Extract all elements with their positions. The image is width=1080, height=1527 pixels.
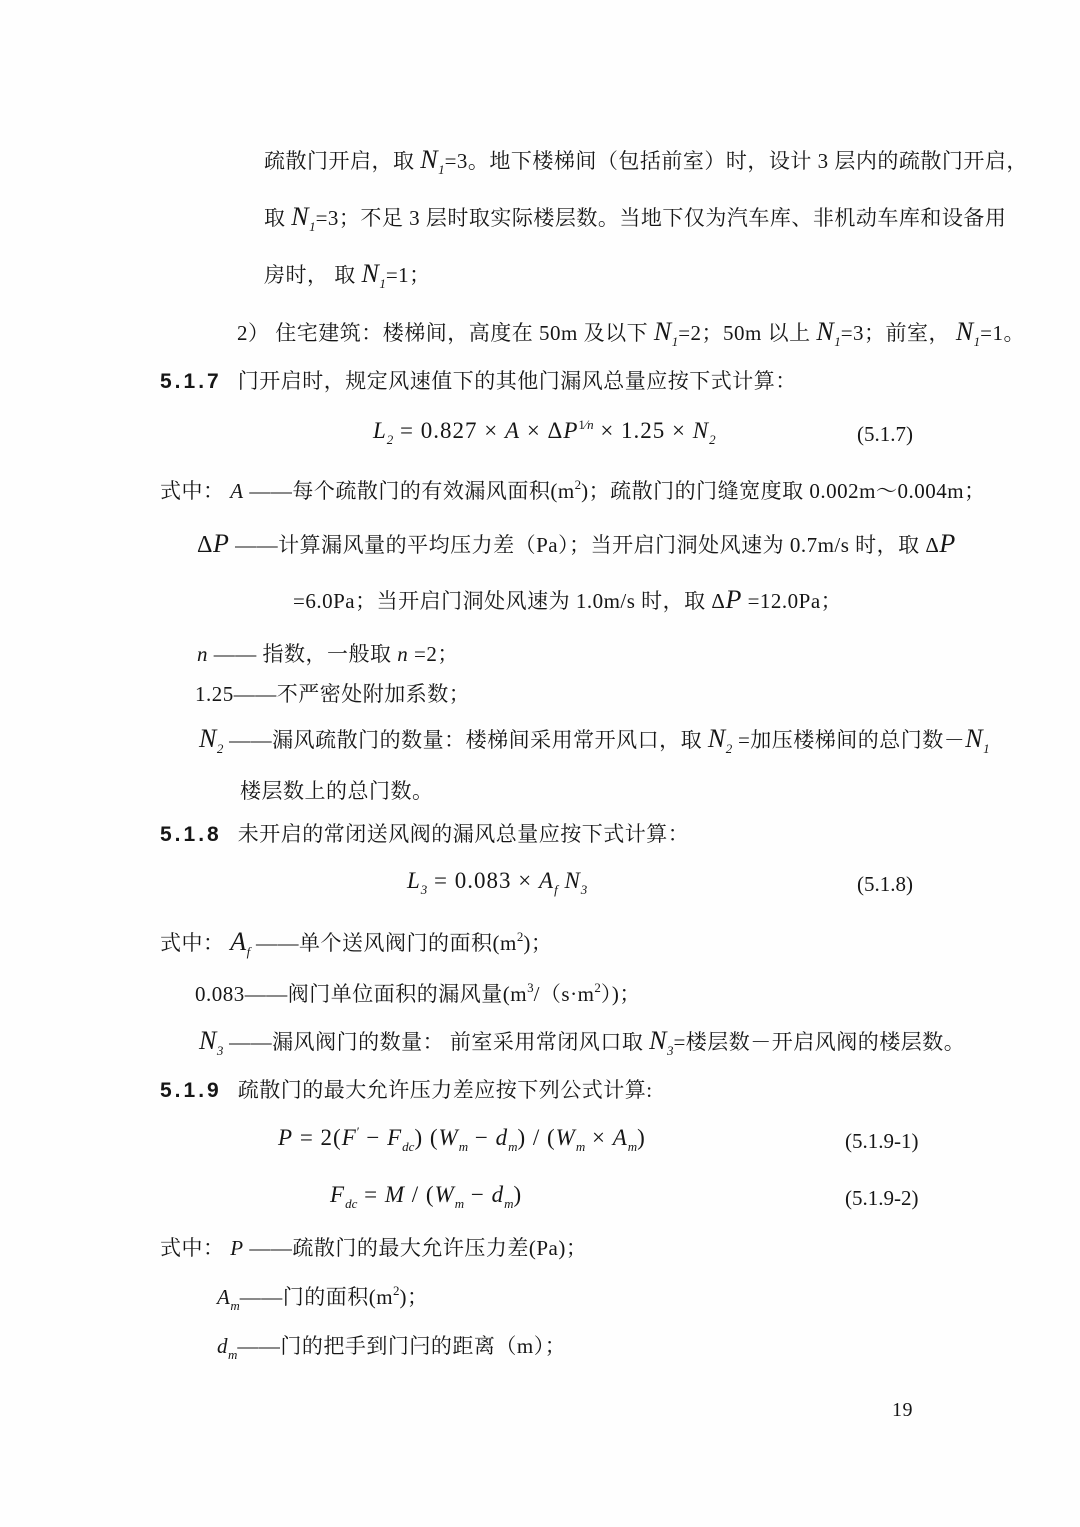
text-segment: =2； — [408, 642, 459, 666]
text-segment: dc — [345, 1196, 358, 1211]
text-segment: 1 — [834, 334, 841, 349]
text-segment: m — [458, 1139, 469, 1154]
text-segment: × 1.25 × — [593, 418, 693, 443]
text-segment: ——每个疏散门的有效漏风面积(m — [243, 479, 575, 503]
formula-5.1.9-2 — [330, 1180, 522, 1213]
text-segment: 1.25——不严密处附加系数； — [195, 682, 471, 706]
text-segment: L — [373, 418, 387, 443]
section-5.1.7-title: 门开启时，规定风速值下的其他门漏风总量应按下式计算： — [237, 369, 797, 393]
text-segment: A — [539, 868, 555, 893]
text-segment: 3 — [580, 882, 588, 897]
section-5.1.8-heading — [160, 821, 689, 848]
text-segment: 疏散门开启，取 — [264, 149, 421, 173]
text-segment: d — [491, 1182, 505, 1207]
text-segment: 0.083——阀门单位面积的漏风量(m — [195, 982, 528, 1006]
text-segment: ′ — [356, 1124, 360, 1139]
section-5.1.7-heading — [160, 368, 797, 395]
definition-N3 — [199, 1024, 965, 1060]
text-segment: =12.0Pa； — [741, 589, 843, 613]
text-segment: × — [585, 1125, 613, 1150]
text-segment: 2 — [393, 1283, 400, 1298]
text-segment: N — [692, 418, 710, 443]
text-segment: 1⁄ — [578, 417, 588, 432]
text-segment: 2 — [725, 741, 733, 756]
text-segment: P — [278, 1125, 294, 1150]
section-5.1.9-number: 5.1.9 — [160, 1079, 222, 1102]
text-segment: = — [357, 1182, 385, 1207]
equation-number-5.1.9-1: (5.1.9-1) — [845, 1129, 919, 1153]
text-segment: 2 — [574, 477, 582, 492]
text-segment: =6.0Pa；当开启门洞处风速为 1.0m/s 时，取 Δ — [293, 589, 726, 613]
text-segment: N — [199, 724, 217, 753]
text-segment: 取 — [264, 206, 292, 230]
text-segment: ——漏风阀门的数量： 前室采用常闭风口取 — [223, 1030, 650, 1054]
text-segment: ——漏风疏散门的数量：楼梯间采用常开风口，取 — [223, 728, 708, 752]
text-segment: N — [649, 1026, 667, 1055]
section-5.1.7-number: 5.1.7 — [160, 370, 222, 393]
text-segment: 2） 住宅建筑：楼梯间，高度在 50m 及以下 — [237, 321, 654, 345]
definition-dm — [217, 1333, 566, 1364]
text-segment: =3；前室， — [840, 321, 956, 345]
text-segment: ) / ( — [517, 1125, 556, 1150]
text-segment: 2 — [594, 980, 601, 995]
formula-5.1.7 — [373, 416, 716, 449]
text-segment: = 0.083 × — [427, 868, 539, 893]
text-segment: ——门的面积(m — [239, 1285, 394, 1309]
para-5.1.6-line3 — [264, 257, 431, 293]
text-segment: m — [508, 1139, 518, 1154]
text-segment: × Δ — [520, 418, 564, 443]
text-segment: d — [495, 1125, 509, 1150]
text-segment: m — [230, 1298, 240, 1313]
text-segment: − — [468, 1125, 496, 1150]
text-segment: P — [230, 1236, 244, 1260]
definition-A — [160, 477, 986, 505]
text-segment: =3；不足 3 层时取实际楼层数。当地下仅为汽车库、非机动车库和设备用 — [315, 206, 1007, 230]
text-segment: W — [434, 1182, 455, 1207]
text-segment: P — [563, 418, 579, 443]
text-segment: =2；50m 以上 — [678, 321, 817, 345]
text-segment: 3 — [216, 1043, 224, 1058]
text-segment: W — [555, 1125, 576, 1150]
page-number: 19 — [892, 1399, 913, 1421]
text-segment: ——单个送风阀门的面积(m — [250, 931, 517, 955]
text-segment: F — [330, 1182, 346, 1207]
text-segment: m — [575, 1139, 586, 1154]
text-segment: n — [587, 417, 594, 432]
text-segment: ——疏散门的最大允许压力差(Pa)； — [243, 1236, 588, 1260]
text-segment: 1 — [973, 334, 981, 349]
text-segment: ——门的把手到门闩的距离（m）； — [237, 1334, 567, 1358]
text-segment: N — [965, 724, 984, 753]
text-segment: 1 — [983, 741, 990, 756]
text-segment: A — [217, 1285, 231, 1309]
text-segment: 式中： — [160, 479, 231, 503]
text-segment: f — [246, 944, 251, 959]
text-segment: m — [228, 1347, 238, 1362]
text-segment: )； — [399, 1285, 429, 1309]
text-segment: dc — [402, 1139, 415, 1154]
text-segment: 楼层数上的总门数。 — [240, 779, 434, 803]
text-segment: =1； — [385, 263, 431, 287]
formula-5.1.8 — [407, 866, 587, 899]
text-segment: = 2( — [293, 1125, 342, 1150]
para-5.1.6-line1 — [264, 143, 1028, 179]
text-segment: A — [612, 1125, 628, 1150]
text-segment: 1 — [309, 219, 316, 234]
text-segment: 3 — [420, 882, 428, 897]
text-segment: N — [420, 145, 439, 174]
text-segment: 2 — [516, 929, 524, 944]
equation-number-5.1.9-2: (5.1.9-2) — [845, 1186, 919, 1210]
text-segment: F — [341, 1125, 357, 1150]
formula-5.1.9-1 — [278, 1123, 646, 1156]
text-segment: 1 — [438, 162, 445, 177]
text-segment: / ( — [405, 1182, 435, 1207]
definition-N2-line2 — [240, 778, 434, 805]
text-segment: m — [504, 1196, 514, 1211]
text-segment: ）)； — [600, 982, 641, 1006]
text-segment: A — [230, 479, 244, 503]
text-segment: n — [197, 642, 208, 666]
text-segment: =1。 — [980, 321, 1025, 345]
text-segment: N — [955, 317, 974, 346]
equation-number-5.1.7: (5.1.7) — [857, 422, 913, 446]
text-segment: =加压楼梯间的总门数－ — [732, 728, 966, 752]
text-segment: n — [397, 642, 409, 666]
text-segment: 1 — [671, 334, 679, 349]
text-segment: 2 — [216, 741, 224, 756]
text-segment: − — [359, 1125, 388, 1150]
definition-Am — [217, 1283, 429, 1315]
text-segment: ) — [513, 1182, 523, 1207]
text-segment: P — [939, 529, 956, 558]
text-segment: m — [627, 1139, 638, 1154]
text-segment: F — [387, 1125, 403, 1150]
equation-number-5.1.8: (5.1.8) — [857, 872, 913, 896]
text-segment: A — [230, 927, 247, 956]
section-5.1.9-title: 疏散门的最大允许压力差应按下列公式计算: — [237, 1078, 653, 1102]
text-segment: f — [554, 882, 558, 897]
text-segment: = 0.827 × — [393, 418, 505, 443]
text-segment: =楼层数－开启风阀的楼层数。 — [673, 1030, 966, 1054]
text-segment: N — [199, 1026, 217, 1055]
text-segment: M — [384, 1182, 405, 1207]
section-5.1.8-number: 5.1.8 — [160, 823, 222, 846]
text-segment: )；疏散门的门缝宽度取 0.002m～0.004m； — [581, 479, 986, 503]
text-segment: N — [564, 868, 581, 893]
text-segment: 3 — [666, 1043, 674, 1058]
text-segment: N — [653, 317, 672, 346]
text-segment: /（s·m — [533, 982, 595, 1006]
text-segment: N — [361, 259, 380, 288]
text-segment: 式中： — [160, 1236, 231, 1260]
text-segment: N — [816, 317, 835, 346]
text-segment: 2 — [709, 432, 716, 447]
definition-1.25 — [195, 681, 470, 708]
definition-deltaP-line1 — [197, 527, 956, 561]
definition-deltaP-line2 — [293, 583, 842, 617]
text-segment: N — [291, 202, 310, 231]
section-5.1.9-heading — [160, 1077, 653, 1104]
text-segment: − — [464, 1182, 492, 1207]
text-segment: =3。地下楼梯间（包括前室）时，设计 3 层内的疏散门开启， — [444, 149, 1028, 173]
text-segment: W — [438, 1125, 459, 1150]
definition-Af — [160, 925, 552, 961]
section-5.1.8-title: 未开启的常闭送风阀的漏风总量应按下式计算： — [237, 822, 690, 846]
definition-P — [160, 1235, 587, 1262]
text-segment: ——计算漏风量的平均压力差（Pa）；当开启门洞处风速为 0.7m/s 时，取 Δ — [229, 533, 940, 557]
text-segment: d — [217, 1334, 228, 1358]
definition-N2-line1 — [199, 722, 990, 758]
text-segment: N — [707, 724, 726, 753]
text-segment: P — [725, 585, 742, 614]
text-segment: ) — [637, 1125, 646, 1150]
text-segment: 3 — [527, 980, 534, 995]
text-segment: 2 — [386, 432, 394, 447]
text-segment: A — [505, 418, 521, 443]
para-5.1.6-line2 — [264, 200, 1006, 236]
text-segment: ) ( — [414, 1125, 439, 1150]
text-segment: L — [407, 868, 421, 893]
definition-0.083 — [195, 980, 641, 1008]
text-segment: Δ — [197, 532, 213, 558]
text-segment: m — [454, 1196, 465, 1211]
text-segment: P — [212, 529, 230, 558]
para-5.1.6-item2 — [237, 315, 1025, 351]
text-segment: 1 — [379, 276, 386, 291]
definition-n — [197, 641, 459, 668]
text-segment: 房时， 取 — [264, 263, 362, 287]
text-segment: 式中： — [160, 931, 231, 955]
text-segment: —— 指数，一般取 — [208, 642, 398, 666]
text-segment: )； — [523, 931, 553, 955]
